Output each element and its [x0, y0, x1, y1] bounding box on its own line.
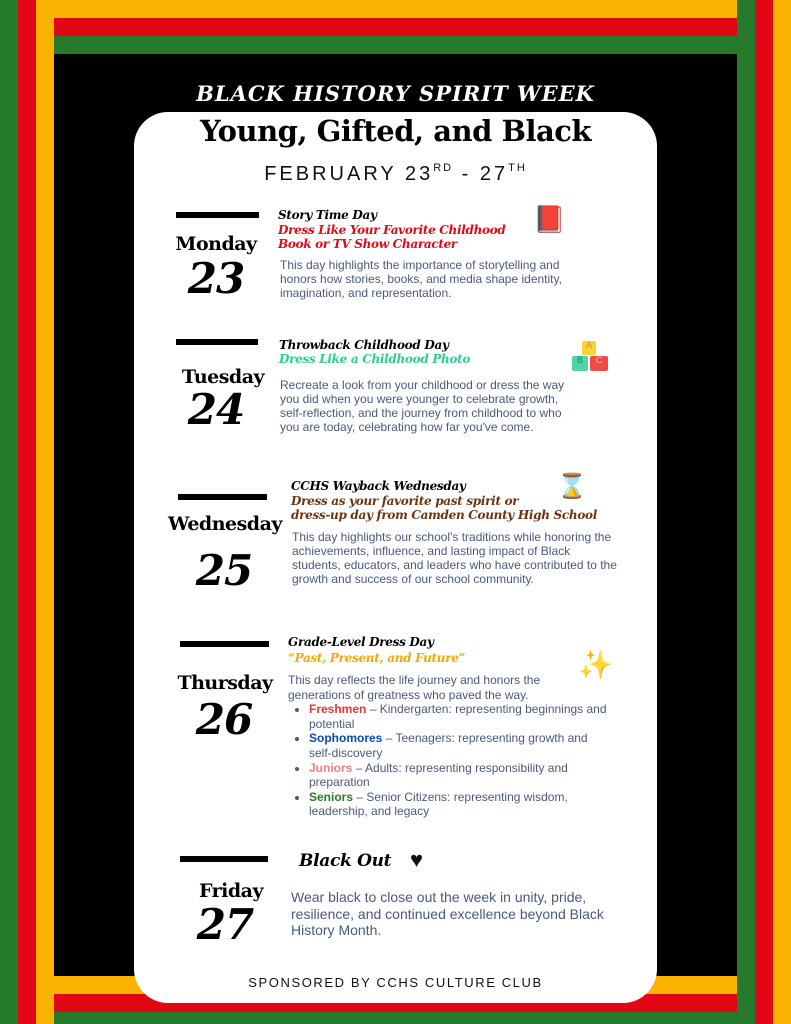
border-stripe-left-red [18, 0, 36, 1024]
date-suffix-rd: RD [433, 162, 454, 174]
grade-text: – Kindergarten: representing beginnings and potential [309, 702, 607, 731]
date-start: FEBRUARY 23 [264, 163, 434, 185]
hourglass-icon: ⌛ [557, 473, 587, 500]
grade-text: – Senior Citizens: representing wisdom, leadership, and legacy [309, 789, 568, 819]
grade-label: Juniors [309, 760, 353, 775]
event-theme: “Past, Present, and Future” [288, 651, 466, 665]
event-theme: Dress as your favorite past spirit or [291, 494, 519, 508]
event-title: Story Time Day [278, 208, 377, 222]
day-number: 26 [195, 695, 253, 744]
grade-text: – Adults: representing responsibility and preparation [309, 760, 568, 790]
border-stripe-top-yellow [36, 0, 755, 18]
event-description: This day highlights the importance of storytelling and honors how stories, books, and media shape identity, imagination, and representation. [280, 258, 562, 300]
date-suffix-th: TH [508, 162, 527, 174]
day-divider-bar [178, 494, 267, 500]
border-stripe-bottom-green [54, 1012, 737, 1024]
event-theme: Dress Like Your Favorite Childhood [278, 223, 506, 237]
event-description: This day highlights our school's traditions while honoring the achievements, influence, and lasting impact of Black students, educators, and leaders who have contributed to the growth and success of our school community. [292, 530, 617, 586]
sparkles-icon: ✨ [578, 649, 613, 680]
grade-text: – Teenagers: representing growth and self-discovery [309, 731, 588, 760]
event-description: Wear black to close out the week in unity, pride, resilience, and continued excellence beyond Black History Month. [291, 889, 604, 938]
day-name: Thursday [177, 672, 273, 694]
date-end: - 27 [453, 163, 509, 185]
border-stripe-top-red [54, 18, 737, 36]
event-theme: Dress Like a Childhood Photo [279, 352, 471, 366]
border-stripe-right-green [737, 0, 755, 1024]
border-stripe-right-yellow [773, 0, 791, 1024]
event-theme: dress-up day from Camden County High School [291, 508, 598, 522]
grade-label: Freshmen [309, 702, 367, 717]
event-title: Grade-Level Dress Day [288, 635, 434, 649]
event-title: CCHS Wayback Wednesday [291, 479, 466, 493]
black-heart-icon: ♥ [410, 847, 424, 872]
event-description: Recreate a look from your childhood or dress the way you did when you were younger to celebrate growth, self-reflection, and the journey from childhood to who you are today, celebrating how far you've come. [280, 378, 565, 434]
day-divider-bar [180, 856, 268, 862]
sponsor-footer: SPONSORED BY CCHS CULTURE CLUB [248, 975, 543, 990]
event-theme: Book or TV Show Character [278, 237, 457, 251]
day-number: 24 [187, 385, 245, 434]
book-icon: 📕 [533, 204, 566, 234]
day-number: 23 [187, 254, 245, 303]
border-stripe-top-green [54, 36, 737, 54]
day-number: 27 [196, 900, 254, 949]
day-name: Wednesday [168, 513, 282, 535]
grade-item-juniors [309, 761, 613, 790]
date-range [134, 162, 657, 186]
day-number: 25 [195, 546, 253, 595]
event-description [288, 673, 613, 819]
event-title: Black Out [299, 851, 392, 871]
grade-label: Seniors [309, 789, 354, 804]
border-stripe-left-yellow [36, 0, 54, 1024]
day-divider-bar [176, 212, 259, 218]
event-title: Throwback Childhood Day [279, 338, 449, 352]
day-name: Friday [198, 880, 264, 902]
border-stripe-left-green [0, 0, 18, 1024]
grade-list [288, 702, 613, 819]
day-divider-bar [176, 339, 258, 345]
day-name: Monday [175, 233, 257, 255]
grade-item-sophomores [309, 731, 613, 760]
day-divider-bar [180, 641, 269, 647]
event-description-text: This day reflects the life journey and honors the generations of greatness who paved the way. [288, 673, 541, 702]
day-name: Tuesday [181, 366, 265, 388]
banner-heading: BLACK HISTORY SPIRIT WEEK [196, 81, 595, 106]
page-title: Young, Gifted, and Black [199, 114, 592, 148]
grade-item-freshmen [309, 702, 613, 731]
grade-item-seniors [309, 790, 613, 819]
grade-label: Sophomores [309, 731, 383, 746]
abc-blocks-icon: A B C [572, 341, 608, 371]
border-stripe-right-red [755, 0, 773, 1024]
